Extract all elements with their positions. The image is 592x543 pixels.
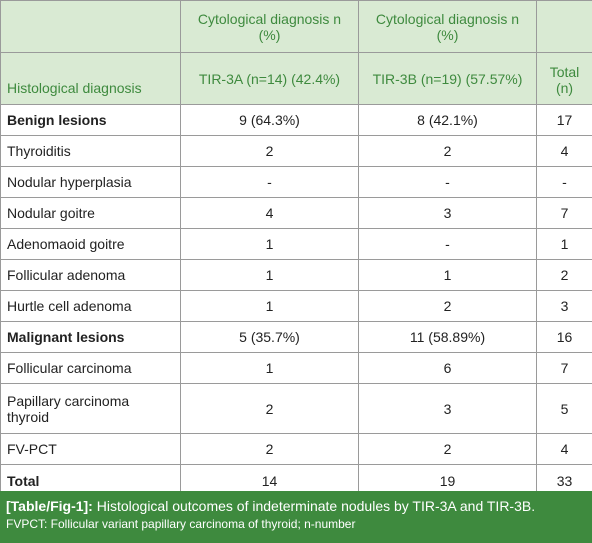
cell-tir3b: 3 xyxy=(359,198,537,229)
cell-tir3a: - xyxy=(181,167,359,198)
cell-total: 4 xyxy=(537,136,592,167)
header-total: Total (n) xyxy=(537,53,592,105)
cell-total: 3 xyxy=(537,291,592,322)
row-label: Adenomaoid goitre xyxy=(1,229,181,260)
header-histological-diagnosis: Histological diagnosis xyxy=(1,53,181,105)
cell-tir3a: 9 (64.3%) xyxy=(181,105,359,136)
table-row xyxy=(1,105,592,136)
table-row xyxy=(1,322,592,353)
table-row xyxy=(1,384,592,434)
row-label: Malignant lesions xyxy=(1,322,181,353)
cell-tir3a: 1 xyxy=(181,260,359,291)
cell-total: 17 xyxy=(537,105,592,136)
row-label: Hurtle cell adenoma xyxy=(1,291,181,322)
cell-tir3a: 2 xyxy=(181,136,359,167)
caption-note: FVPCT: Follicular variant papillary carcinoma of thyroid; n-number xyxy=(6,517,356,531)
row-label: Papillary carcinoma thyroid xyxy=(1,384,181,434)
cell-tir3a: 1 xyxy=(181,353,359,384)
cell-total: 16 xyxy=(537,322,592,353)
cell-tir3b: 11 (58.89%) xyxy=(359,322,537,353)
cell-tir3b: 2 xyxy=(359,291,537,322)
caption-text: Histological outcomes of indeterminate nodules by TIR-3A and TIR-3B. xyxy=(96,498,536,514)
cell-tir3a: 1 xyxy=(181,291,359,322)
cell-tir3b: 2 xyxy=(359,136,537,167)
table-row xyxy=(1,353,592,384)
table-row xyxy=(1,291,592,322)
cell-total: 7 xyxy=(537,353,592,384)
cell-tir3a: 1 xyxy=(181,229,359,260)
cell-tir3b: 8 (42.1%) xyxy=(359,105,537,136)
cell-total: 33 xyxy=(537,465,592,497)
row-label: Follicular carcinoma xyxy=(1,353,181,384)
caption-line xyxy=(6,497,586,516)
header-total-top xyxy=(537,1,592,53)
row-label: FV-PCT xyxy=(1,434,181,465)
row-label: Thyroiditis xyxy=(1,136,181,167)
cell-tir3a: 4 xyxy=(181,198,359,229)
cell-tir3b: - xyxy=(359,229,537,260)
cell-tir3b: 2 xyxy=(359,434,537,465)
header-corner-blank xyxy=(1,1,181,53)
cell-total: 4 xyxy=(537,434,592,465)
cell-tir3b: - xyxy=(359,167,537,198)
cell-total: 7 xyxy=(537,198,592,229)
cell-tir3a: 5 (35.7%) xyxy=(181,322,359,353)
cell-total: - xyxy=(537,167,592,198)
cell-tir3b: 19 xyxy=(359,465,537,497)
table-row xyxy=(1,136,592,167)
cell-tir3a: 14 xyxy=(181,465,359,497)
row-label: Total xyxy=(1,465,181,497)
row-label: Nodular hyperplasia xyxy=(1,167,181,198)
table-row xyxy=(1,229,592,260)
row-label: Follicular adenoma xyxy=(1,260,181,291)
figure-caption xyxy=(0,491,592,543)
cell-tir3b: 1 xyxy=(359,260,537,291)
header-group-tir3a: Cytological diagnosis n (%) xyxy=(181,1,359,53)
cell-total: 5 xyxy=(537,384,592,434)
caption-tag: [Table/Fig-1]: xyxy=(6,498,93,514)
header-group-tir3b: Cytological diagnosis n (%) xyxy=(359,1,537,53)
row-label: Benign lesions xyxy=(1,105,181,136)
cell-tir3b: 3 xyxy=(359,384,537,434)
header-tir3b: TIR-3B (n=19) (57.57%) xyxy=(359,53,537,105)
table-row xyxy=(1,434,592,465)
cell-tir3a: 2 xyxy=(181,384,359,434)
table-row xyxy=(1,167,592,198)
header-tir3a: TIR-3A (n=14) (42.4%) xyxy=(181,53,359,105)
row-label: Nodular goitre xyxy=(1,198,181,229)
cell-total: 2 xyxy=(537,260,592,291)
table-row xyxy=(1,260,592,291)
cell-tir3a: 2 xyxy=(181,434,359,465)
cell-tir3b: 6 xyxy=(359,353,537,384)
cell-total: 1 xyxy=(537,229,592,260)
table-row xyxy=(1,198,592,229)
